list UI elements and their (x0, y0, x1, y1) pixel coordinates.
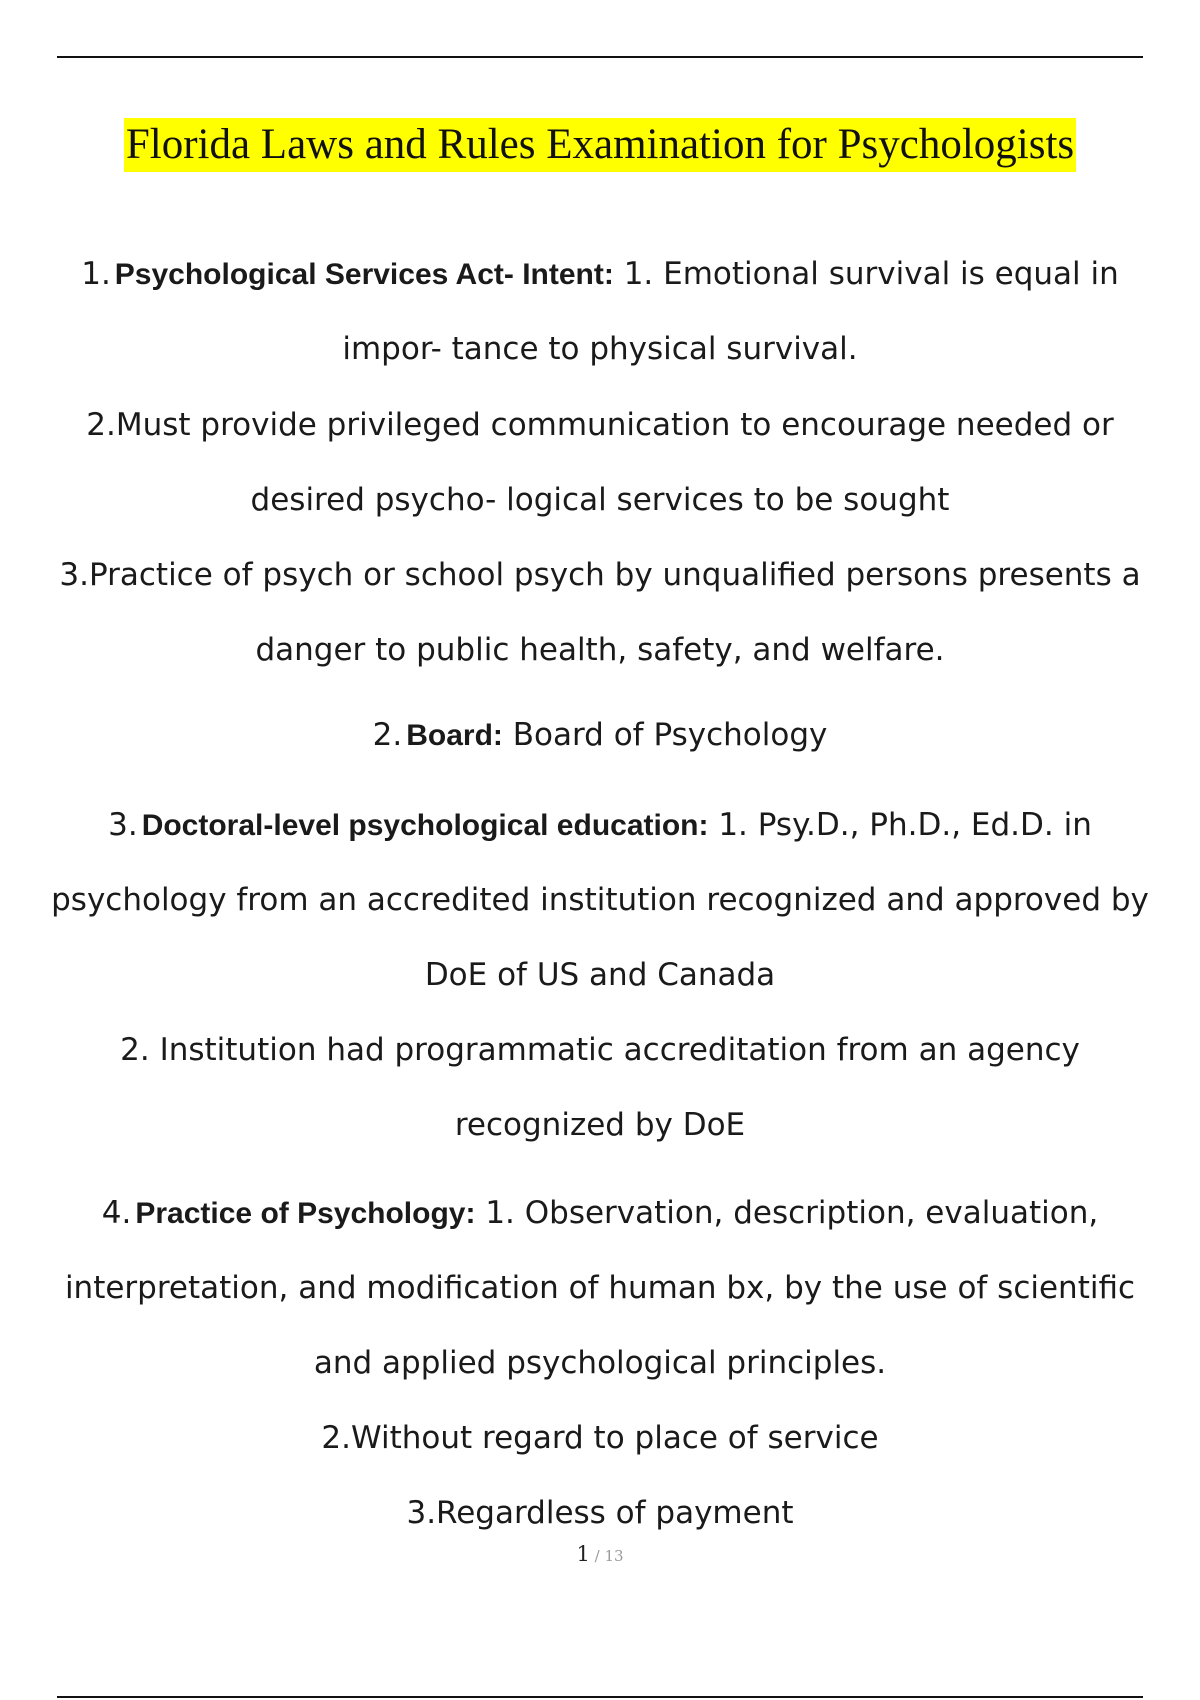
total-pages: 13 (604, 1547, 624, 1565)
list-item-4-line: interpretation, and modification of human bx, by the use of scientific (64, 1270, 1136, 1306)
item-number: 3. (108, 807, 138, 843)
page-separator: / (589, 1547, 605, 1565)
item-term: Board: (406, 719, 503, 752)
item-text: 1. Psy.D., Ph.D., Ed.D. in (708, 807, 1092, 843)
item-number: 1. (81, 256, 111, 292)
list-item-4-line: 3.Regardless of payment (406, 1495, 794, 1531)
item-number: 2. (372, 717, 403, 753)
item-term: Practice of Psychology: (135, 1197, 476, 1230)
item-text: Board of Psychology (502, 717, 828, 753)
list-item-4-line: and applied psychological principles. (313, 1345, 887, 1381)
list-item-4-line: 2.Without regard to place of service (321, 1420, 879, 1456)
list-item-4-heading (0, 1193, 1200, 1234)
list-item-3-line: psychology from an accredited institution recognized and approved by (51, 882, 1149, 918)
item-text: 1. Observation, description, evaluation, (475, 1195, 1099, 1231)
current-page: 1 (576, 1542, 590, 1566)
list-item-3-line: recognized by DoE (454, 1107, 746, 1143)
list-item-3-heading (0, 805, 1200, 846)
item-term: Doctoral-level psychological education: (141, 809, 709, 842)
list-item-1-line: 3.Practice of psych or school psych by unqualified persons presents a (59, 557, 1141, 593)
list-item-3-line: DoE of US and Canada (424, 957, 776, 993)
item-number: 4. (101, 1195, 132, 1231)
list-item-1-line: desired psycho- logical services to be sought (250, 482, 950, 518)
title-block (0, 118, 1200, 172)
item-text: 1. Emotional survival is equal in (613, 256, 1119, 292)
item-term: Psychological Services Act- Intent: (114, 258, 614, 291)
document-title: Florida Laws and Rules Examination for Psychologists (124, 118, 1076, 172)
list-item-1-line: danger to public health, safety, and welfare. (255, 632, 945, 668)
list-item-1-line: impor- tance to physical survival. (342, 331, 858, 367)
list-item-2-heading (0, 715, 1200, 756)
bottom-divider (57, 1696, 1143, 1698)
page-indicator (0, 1542, 1200, 1566)
top-divider (57, 56, 1143, 58)
list-item-1-line: 2.Must provide privileged communication to encourage needed or (86, 407, 1114, 443)
list-item-1-heading (0, 254, 1200, 295)
list-item-3-line: 2. Institution had programmatic accreditation from an agency (120, 1032, 1080, 1068)
